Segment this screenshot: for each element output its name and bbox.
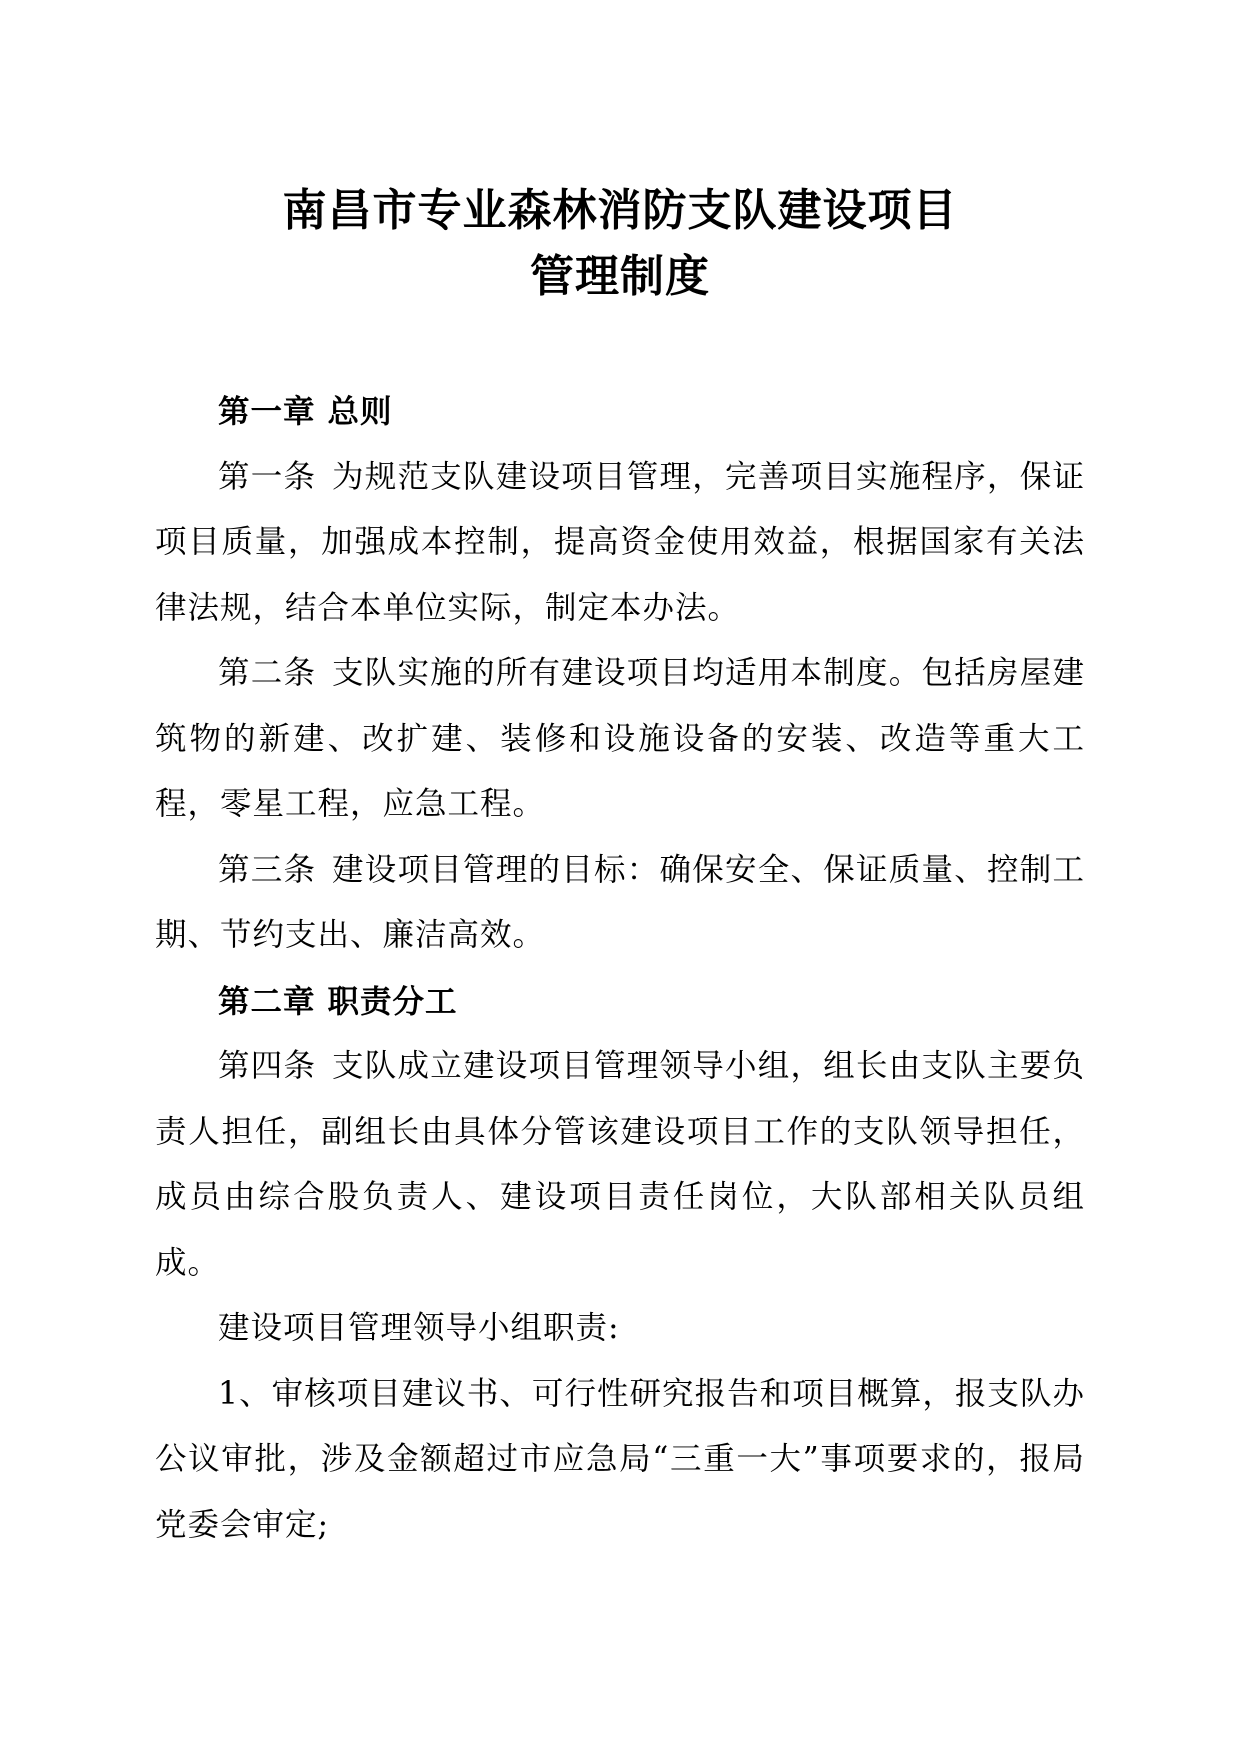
article-2-label: 第二条 bbox=[218, 655, 317, 691]
article-3 bbox=[155, 838, 1085, 969]
group-duties-intro: 建设项目管理领导小组职责: bbox=[218, 1310, 620, 1346]
document-title bbox=[0, 178, 1240, 310]
article-2-text: 支队实施的所有建设项目均适用本制度。包括房屋建筑物的新建、改扩建、装修和设施设备的安装、改造等重大工程，零星工程，应急工程。 bbox=[155, 655, 1085, 822]
duty-1: 1、审核项目建议书、可行性研究报告和项目概算，报支队办公议审批，涉及金额超过市应急局“三重一大”事项要求的，报局党委会审定; bbox=[155, 1375, 1085, 1543]
article-4 bbox=[155, 1034, 1085, 1296]
article-4-text: 支队成立建设项目管理领导小组，组长由支队主要负责人担任，副组长由具体分管该建设项目工作的支队领导担任，成员由综合股负责人、建设项目责任岗位，大队部相关队员组成。 bbox=[155, 1048, 1085, 1281]
article-1-label: 第一条 bbox=[218, 458, 317, 495]
title-line-1: 南昌市专业森林消防支队建设项目 bbox=[282, 185, 958, 236]
article-3-label: 第三条 bbox=[218, 851, 317, 888]
article-3-text: 建设项目管理的目标：确保安全、保证质量、控制工期、节约支出、廉洁高效。 bbox=[155, 851, 1085, 953]
document-body bbox=[155, 379, 1085, 1558]
chapter-2-heading: 第二章 职责分工 bbox=[218, 982, 458, 1020]
article-1-text: 为规范支队建设项目管理，完善项目实施程序，保证项目质量，加强成本控制，提高资金使用效益，根据国家有关法律法规，结合本单位实际，制定本办法。 bbox=[155, 458, 1085, 626]
chapter-1-heading: 第一章 总则 bbox=[218, 393, 393, 430]
article-2 bbox=[155, 641, 1085, 838]
article-4-label: 第四条 bbox=[218, 1048, 317, 1084]
title-line-2: 管理制度 bbox=[530, 251, 710, 302]
article-1 bbox=[155, 445, 1085, 642]
